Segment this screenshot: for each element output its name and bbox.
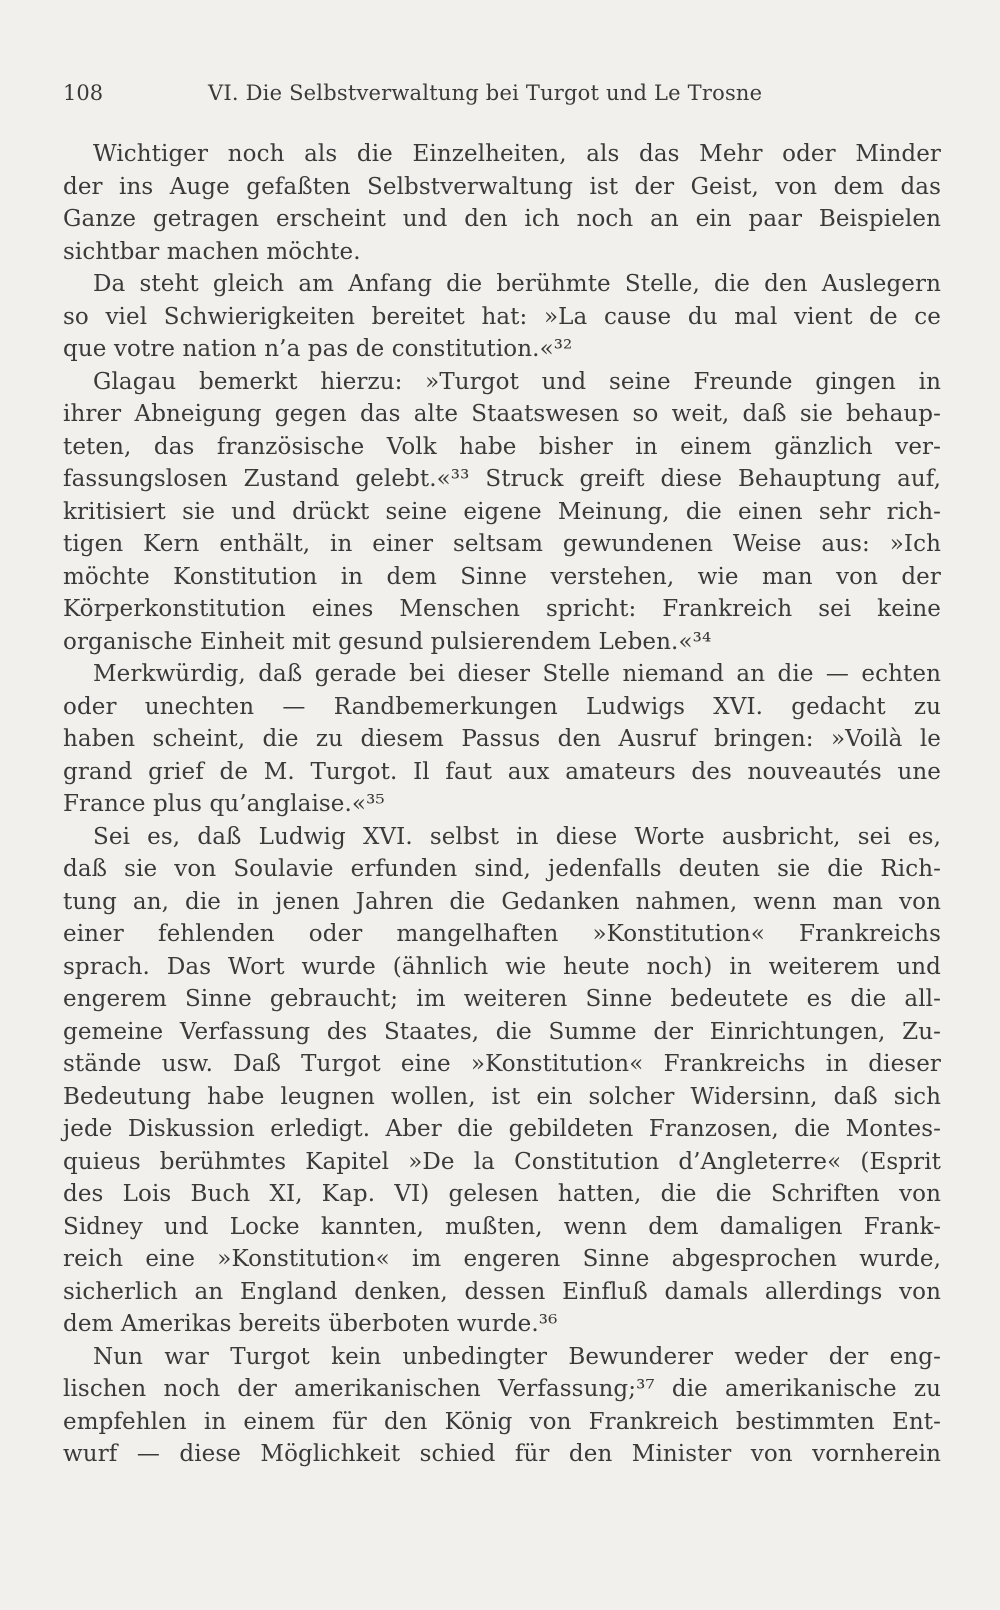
body-text <box>63 138 941 1471</box>
text-line: haben scheint, die zu diesem Passus den Ausruf bringen: »Voilà le <box>63 726 941 752</box>
text-line: Nun war Turgot kein unbedingter Bewunderer weder der eng- <box>93 1343 941 1370</box>
text-line: organische Einheit mit gesund pulsierendem Leben.«³⁴ <box>63 628 712 655</box>
text-line: empfehlen in einem für den König von Frankreich bestimmten Ent- <box>63 1408 941 1435</box>
text-line: teten, das französische Volk habe bisher in einem gänzlich ver- <box>63 433 941 460</box>
text-line: reich eine »Konstitution« im engeren Sinne abgesprochen wurde, <box>63 1246 941 1272</box>
text-line: quieus berühmtes Kapitel »De la Constitution d’Angleterre« (Esprit <box>63 1148 941 1175</box>
text-line: dem Amerikas bereits überboten wurde.³⁶ <box>63 1311 558 1337</box>
text-line: stände usw. Daß Turgot eine »Konstitution« Frankreichs in dieser <box>63 1051 941 1077</box>
text-line: Merkwürdig, daß gerade bei dieser Stelle niemand an die — echten <box>93 661 941 687</box>
text-line: Wichtiger noch als die Einzelheiten, als das Mehr oder Minder <box>93 141 941 167</box>
text-line: Bedeutung habe leugnen wollen, ist ein solcher Widersinn, daß sich <box>63 1083 941 1110</box>
text-line: Glagau bemerkt hierzu: »Turgot und seine Freunde gingen in <box>93 368 941 395</box>
text-line: wurf — diese Möglichkeit schied für den Minister von vornherein <box>63 1441 941 1467</box>
text-line: Sei es, daß Ludwig XVI. selbst in diese Worte ausbricht, sei es, <box>93 823 941 850</box>
text-line: oder unechten — Randbemerkungen Ludwigs XVI. gedacht zu <box>63 693 941 720</box>
text-line: ihrer Abneigung gegen das alte Staatswesen so weit, daß sie behaup- <box>63 401 941 427</box>
text-line: Ganze getragen erscheint und den ich noch an ein paar Beispielen <box>63 206 941 232</box>
text-line: France plus qu’anglaise.«³⁵ <box>63 791 385 817</box>
page-number: 108 <box>63 81 104 105</box>
text-line: gemeine Verfassung des Staates, die Summe der Einrichtungen, Zu- <box>63 1018 941 1045</box>
text-line: Da steht gleich am Anfang die berühmte Stelle, die den Auslegern <box>93 271 941 297</box>
text-line: tigen Kern enthält, in einer seltsam gewundenen Weise aus: »Ich <box>63 531 941 557</box>
text-line: tung an, die in jenen Jahren die Gedanken nahmen, wenn man von <box>63 888 941 915</box>
text-line: daß sie von Soulavie erfunden sind, jedenfalls deuten sie die Rich- <box>63 856 941 882</box>
text-line: grand grief de M. Turgot. Il faut aux amateurs des nouveautés une <box>63 758 941 785</box>
text-line: so viel Schwierigkeiten bereitet hat: »La cause du mal vient de ce <box>63 303 941 330</box>
text-line: sichtbar machen möchte. <box>63 238 361 265</box>
text-line: der ins Auge gefaßten Selbstverwaltung ist der Geist, von dem das <box>63 173 941 200</box>
text-line: jede Diskussion erledigt. Aber die gebildeten Franzosen, die Montes- <box>63 1116 941 1142</box>
running-head <box>63 79 943 107</box>
running-title: VI. Die Selbstverwaltung bei Turgot und Le Trosne <box>208 81 763 105</box>
text-line: kritisiert sie und drückt seine eigene Meinung, die einen sehr rich- <box>63 498 941 525</box>
text-line: möchte Konstitution in dem Sinne verstehen, wie man von der <box>63 563 941 590</box>
text-line: Körperkonstitution eines Menschen spricht: Frankreich sei keine <box>63 596 941 622</box>
text-line: engerem Sinne gebraucht; im weiteren Sinne bedeutete es die all- <box>63 986 941 1012</box>
text-line: des Lois Buch XI, Kap. VI) gelesen hatten, die die Schriften von <box>63 1181 941 1207</box>
text-line: fassungslosen Zustand gelebt.«³³ Struck greift diese Behauptung auf, <box>63 466 941 492</box>
text-line: que votre nation n’a pas de constitution.«³² <box>63 336 573 362</box>
text-line: einer fehlenden oder mangelhaften »Konstitution« Frankreichs <box>63 921 941 947</box>
text-line: Sidney und Locke kannten, mußten, wenn dem damaligen Frank- <box>63 1213 941 1240</box>
text-line: lischen noch der amerikanischen Verfassung;³⁷ die amerikanische zu <box>63 1376 941 1402</box>
text-line: sicherlich an England denken, dessen Einfluß damals allerdings von <box>63 1278 941 1305</box>
text-line: sprach. Das Wort wurde (ähnlich wie heute noch) in weiterem und <box>63 953 941 980</box>
